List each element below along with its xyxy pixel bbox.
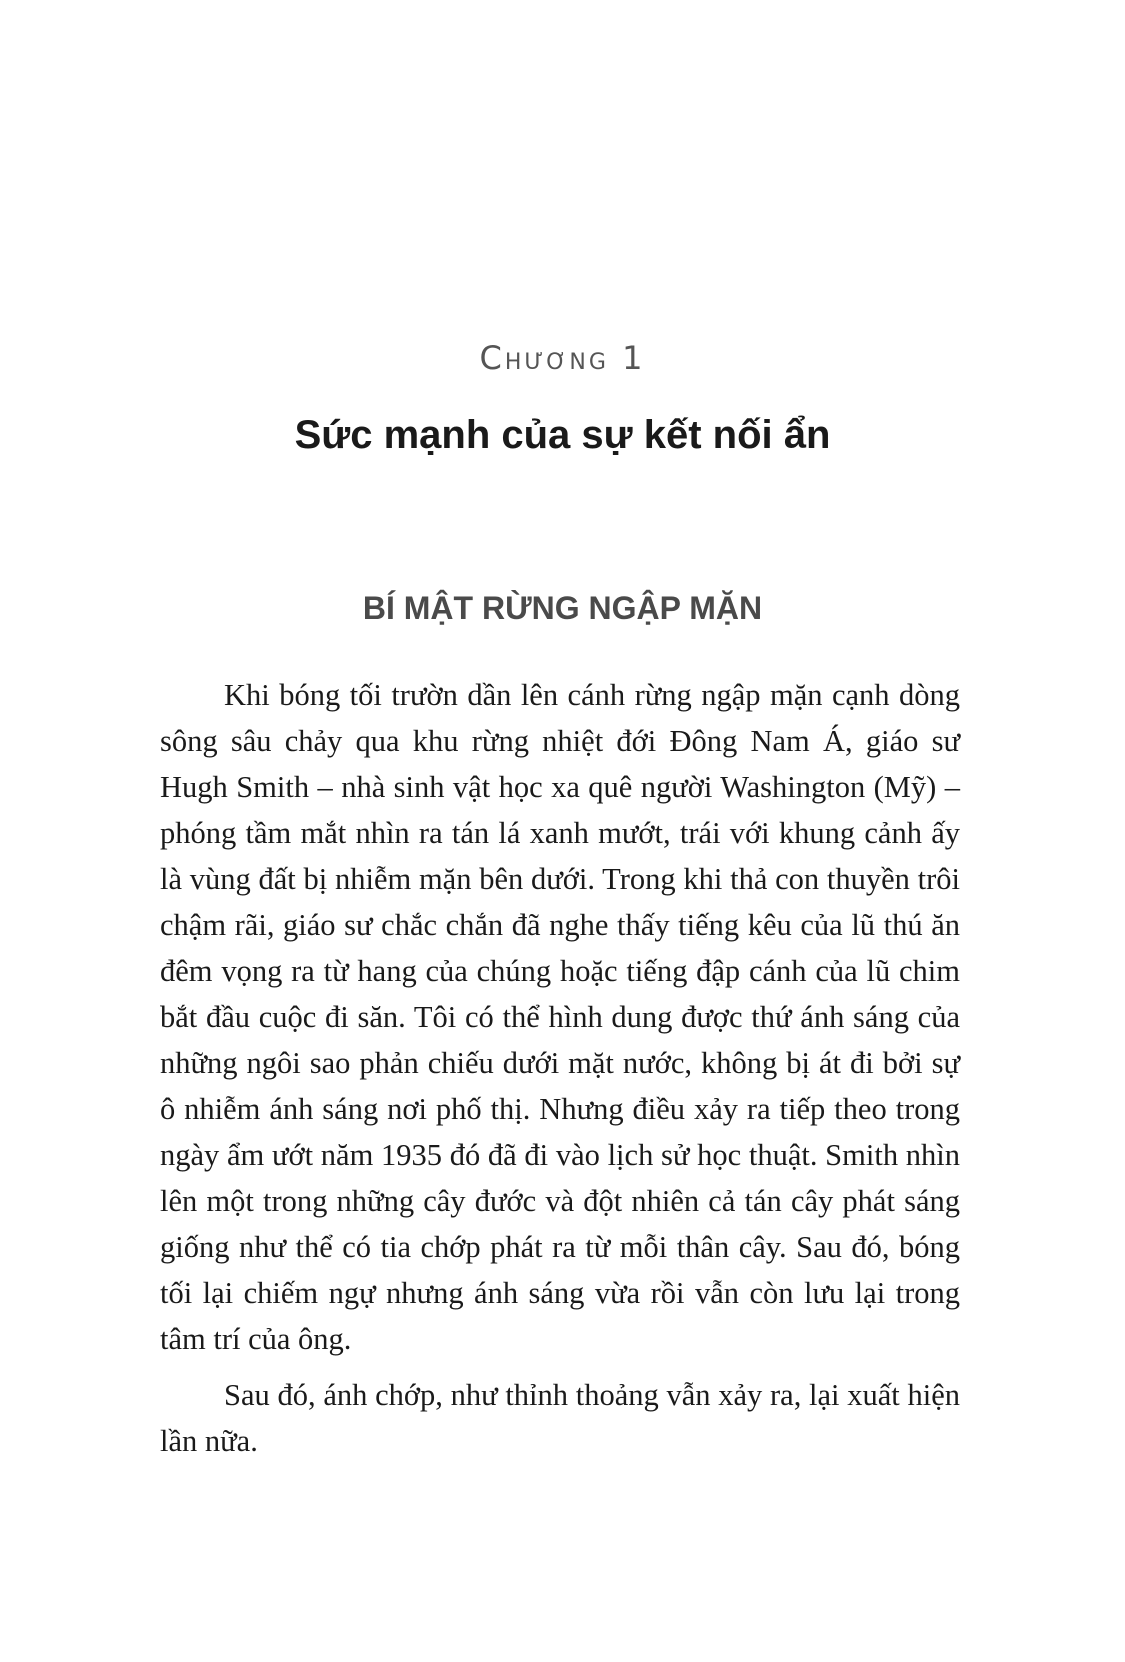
section-heading: BÍ MẬT RỪNG NGẬP MẶN <box>362 590 763 626</box>
chapter-title: Sức mạnh của sự kết nối ẩn <box>294 413 831 457</box>
chapter-label: Chương 1 <box>479 339 646 377</box>
paragraph: Sau đó, ánh chớp, như thỉnh thoảng vẫn xảy ra, lại xuất hiện lần nữa. <box>160 1378 960 1458</box>
body-text <box>160 672 960 1474</box>
paragraph: Khi bóng tối trườn dần lên cánh rừng ngập mặn cạnh dòng sông sâu chảy qua khu rừng nhiệt đới Đông Nam Á, giáo sư Hugh Smith – nhà sinh vật học xa quê người Washington (Mỹ) – phóng tầm mắt nhìn ra tán lá xanh mướt, trái với khung cảnh ấy là vùng đất bị nhiễm mặn bên dưới. Trong khi thả con thuyền trôi chậm rãi, giáo sư chắc chắn đã nghe thấy tiếng kêu của lũ thú ăn đêm vọng ra từ hang của chúng hoặc tiếng đập cánh của lũ chim bắt đầu cuộc đi săn. Tôi có thể hình dung được thứ ánh sáng của những ngôi sao phản chiếu dưới mặt nước, không bị át đi bởi sự ô nhiễm ánh sáng nơi phố thị. Nhưng điều xảy ra tiếp theo trong ngày ẩm ướt năm 1935 đó đã đi vào lịch sử học thuật. Smith nhìn lên một trong những cây đước và đột nhiên cả tán cây phát sáng giống như thể có tia chớp phát ra từ mỗi thân cây. Sau đó, bóng tối lại chiếm ngự nhưng ánh sáng vừa rồi vẫn còn lưu lại trong tâm trí của ông. <box>160 678 960 1356</box>
